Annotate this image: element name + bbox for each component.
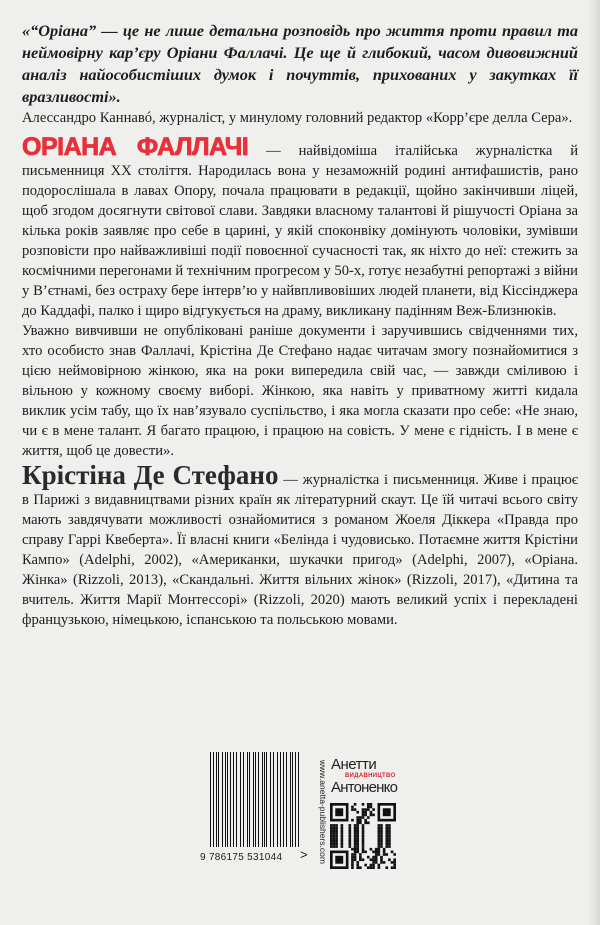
qr-module: [330, 843, 333, 846]
qr-module: [335, 840, 338, 843]
qr-module: [375, 851, 378, 854]
qr-module: [385, 840, 388, 843]
qr-module: [356, 843, 359, 846]
qr-module: [351, 848, 354, 851]
qr-module: [385, 843, 388, 846]
qr-module: [380, 829, 383, 832]
qr-module: [378, 866, 381, 869]
qr-module: [359, 819, 362, 822]
qr-module: [356, 866, 359, 869]
barcode-bar: [249, 752, 250, 847]
qr-module: [375, 861, 378, 864]
qr-module: [367, 816, 370, 819]
barcode-bar: [286, 752, 287, 847]
qr-module: [348, 835, 351, 838]
qr-module: [372, 856, 375, 859]
cover-edge: [588, 0, 600, 925]
qr-module: [356, 832, 359, 835]
qr-module: [354, 845, 357, 848]
qr-module: [364, 814, 367, 817]
review-quote: «“Оріана” — це не лише детальна розповідь про життя проти правил та неймовірну кар’єру Оріани Фаллачі. Це ще й глибокий, часом дивовижний аналіз найособистіших думок і почуттів, прихованих у закутках її вразливості».: [22, 21, 578, 106]
qr-module: [356, 811, 359, 814]
qr-module: [362, 816, 365, 819]
qr-module: [378, 864, 381, 867]
qr-module: [385, 845, 388, 848]
qr-module: [341, 843, 344, 846]
qr-module: [378, 832, 381, 835]
qr-module: [333, 840, 336, 843]
qr-module: [354, 843, 357, 846]
qr-module: [370, 806, 373, 809]
qr-module: [359, 866, 362, 869]
qr-module: [351, 856, 354, 859]
qr-module: [388, 840, 391, 843]
qr-module: [370, 866, 373, 869]
qr-module: [341, 835, 344, 838]
qr-module: [378, 837, 381, 840]
qr-module: [354, 837, 357, 840]
qr-module: [356, 864, 359, 867]
qr-module: [388, 827, 391, 830]
qr-module: [378, 827, 381, 830]
qr-module: [362, 824, 365, 827]
qr-module: [356, 848, 359, 851]
qr-module: [333, 835, 336, 838]
qr-module: [333, 832, 336, 835]
qr-module: [335, 829, 338, 832]
qr-module: [375, 848, 378, 851]
qr-module: [372, 814, 375, 817]
subject-name: ОРІАНА ФАЛЛАЧІ: [22, 133, 249, 161]
qr-module: [348, 837, 351, 840]
qr-module: [335, 808, 343, 816]
qr-module: [383, 861, 386, 864]
qr-module: [362, 811, 365, 814]
qr-module: [354, 803, 357, 806]
qr-module: [351, 861, 354, 864]
barcode-arrow: >: [300, 847, 308, 862]
qr-module: [348, 832, 351, 835]
qr-module: [370, 814, 373, 817]
qr-module: [351, 866, 354, 869]
qr-module: [364, 864, 367, 867]
qr-module: [356, 816, 359, 819]
qr-module: [367, 856, 370, 859]
qr-module: [359, 853, 362, 856]
qr-module: [354, 835, 357, 838]
subject-paragraph-2: Уважно вивчивши не опубліковані раніше документи і заручившись свідченнями тих, хто особисто знав Фаллачі, Крістіна Де Стефано надає читачам змогу познайомитися з цією неймовірною жінкою, яка на роки випередила свій час, — завжди сміливою і вільною у кожному своєму виборі. Жінкою, яка навіть у приватному житті кидала виклик усім табу, що їх нав’язувало суспільство, і яка могла сказати про себе: «Не знаю, чи є в мене талант. Я багато працюю, і працюю на совість. У мене є гідність. І в мене є життя, щоб це довести».: [22, 323, 578, 459]
qr-module: [370, 858, 373, 861]
qr-module: [359, 858, 362, 861]
isbn-digits: 9 786175 531044: [200, 852, 283, 863]
back-cover-text: [22, 20, 578, 630]
qr-module: [385, 837, 388, 840]
qr-module: [351, 864, 354, 867]
qr-module: [388, 837, 391, 840]
barcode-bar: [231, 752, 232, 847]
qr-module: [335, 856, 343, 864]
qr-module: [362, 808, 365, 811]
qr-module: [378, 851, 381, 854]
qr-code: [330, 803, 396, 869]
qr-module: [388, 843, 391, 846]
qr-module: [362, 848, 365, 851]
barcode-bar: [267, 752, 268, 847]
qr-module: [367, 808, 370, 811]
qr-module: [354, 827, 357, 830]
qr-module: [333, 843, 336, 846]
qr-module: [362, 803, 365, 806]
qr-module: [330, 837, 333, 840]
qr-module: [362, 829, 365, 832]
qr-module: [335, 827, 338, 830]
qr-module: [383, 853, 386, 856]
author-bio: — журналістка і письменниця. Живе і працює в Парижі з видавництвами різних країн як літературний скаут. Це їй читачі всього світу мають завдячувати можливості ознайомитися з романом Жоеля Діккера «Правда про справу Гаррі Квеберта». Її власні книги «Белінда і чудовисько. Потаємне життя Крістіни Кампо» (Adelphi, 2002), «Американки, шукачки пригод» (Adelphi, 2007), «Оріана. Жінка» (Rizzoli, 2013), «Скандальні. Життя вільних жінок» (Rizzoli, 2017), «Дитина та вчитель. Життя Марії Монтессорі» (Rizzoli, 2020) мають великий успіх і перекладені французькою, німецькою, іспанською та польською мовами.: [22, 472, 578, 628]
qr-module: [335, 837, 338, 840]
qr-module: [354, 829, 357, 832]
barcode-bar: [296, 752, 297, 847]
qr-module: [354, 840, 357, 843]
qr-module: [393, 853, 396, 856]
qr-module: [333, 845, 336, 848]
qr-module: [388, 832, 391, 835]
logo-line-1: Анетти: [331, 756, 377, 773]
qr-module: [370, 803, 373, 806]
qr-module: [378, 824, 381, 827]
qr-module: [364, 821, 367, 824]
qr-module: [370, 848, 373, 851]
qr-module: [385, 827, 388, 830]
qr-module: [348, 843, 351, 846]
qr-module: [393, 858, 396, 861]
barcode-bar: [223, 752, 224, 847]
qr-module: [356, 840, 359, 843]
isbn-barcode: [200, 752, 300, 872]
qr-module: [351, 806, 354, 809]
qr-module: [356, 861, 359, 864]
qr-module: [341, 837, 344, 840]
barcode-bars: [210, 752, 300, 847]
subject-bio: — найвідоміша італійська журналістка й письменниця XX століття. Народилась вона у незаможній родині антифашистів, рано подорослішала в лавах Опору, почала працювати в редакції, щойно закінчивши ліцей, щоб згодом досягнути світової слави. Завдяки власному талантові й рішучості Оріана за кілька років заявляє про себе в царині, у якій споконвіку домінують чоловіки, зумівши розповісти про найважливіші події повоєнної сучасності так, як ніхто до неї: стежить за космічними перегонами й технічним прогресом у 50-х, готує незабутні репортажі з війни у В’єтнамі, без остраху бере інтерв’ю у найвпливовіших людей планети, від Кіссінджера до Каддафі, палко і щиро відгукується на драму, викликану падінням Веж-Близнюків.: [22, 143, 579, 319]
qr-module: [367, 803, 370, 806]
qr-module: [356, 845, 359, 848]
qr-module: [333, 827, 336, 830]
qr-module: [348, 829, 351, 832]
qr-module: [362, 827, 365, 830]
qr-module: [330, 840, 333, 843]
qr-module: [354, 851, 357, 854]
qr-module: [372, 864, 375, 867]
qr-module: [335, 845, 338, 848]
qr-module: [383, 808, 391, 816]
publisher-url: www.anetta-publishers.com: [318, 760, 328, 864]
qr-module: [354, 858, 357, 861]
qr-module: [341, 829, 344, 832]
qr-module: [354, 853, 357, 856]
qr-module: [356, 821, 359, 824]
qr-module: [348, 827, 351, 830]
qr-module: [393, 861, 396, 864]
qr-module: [356, 829, 359, 832]
qr-module: [391, 866, 394, 869]
qr-module: [388, 858, 391, 861]
qr-module: [375, 858, 378, 861]
logo-line-2: Антоненко: [331, 779, 398, 796]
qr-module: [333, 824, 336, 827]
qr-module: [359, 821, 362, 824]
qr-module: [335, 824, 338, 827]
qr-module: [372, 851, 375, 854]
qr-module: [378, 840, 381, 843]
qr-module: [391, 851, 394, 854]
qr-module: [362, 843, 365, 846]
qr-module: [354, 848, 357, 851]
qr-module: [341, 840, 344, 843]
qr-module: [380, 824, 383, 827]
qr-module: [380, 832, 383, 835]
qr-module: [356, 827, 359, 830]
qr-module: [372, 861, 375, 864]
qr-module: [341, 827, 344, 830]
qr-module: [330, 824, 333, 827]
qr-module: [351, 808, 354, 811]
qr-module: [335, 832, 338, 835]
qr-module: [354, 824, 357, 827]
qr-module: [380, 856, 383, 859]
qr-module: [362, 858, 365, 861]
qr-module: [372, 866, 375, 869]
qr-module: [335, 843, 338, 846]
qr-module: [367, 821, 370, 824]
publisher-logo: [331, 758, 411, 795]
qr-module: [362, 835, 365, 838]
qr-module: [367, 866, 370, 869]
qr-module: [385, 866, 388, 869]
qr-module: [356, 819, 359, 822]
qr-module: [362, 845, 365, 848]
qr-module: [362, 832, 365, 835]
qr-module: [385, 824, 388, 827]
qr-module: [380, 827, 383, 830]
qr-module: [354, 856, 357, 859]
qr-module: [370, 811, 373, 814]
qr-module: [375, 853, 378, 856]
qr-module: [372, 808, 375, 811]
barcode-bar: [213, 752, 214, 847]
qr-module: [372, 858, 375, 861]
qr-module: [362, 840, 365, 843]
qr-module: [354, 808, 357, 811]
logo-label: ВИДАВНИЦТВО: [345, 773, 396, 779]
qr-module: [354, 832, 357, 835]
qr-module: [348, 840, 351, 843]
qr-module: [380, 837, 383, 840]
qr-module: [385, 835, 388, 838]
qr-module: [348, 824, 351, 827]
barcode-bar: [259, 752, 260, 847]
qr-module: [356, 851, 359, 854]
qr-module: [385, 829, 388, 832]
qr-module: [364, 811, 367, 814]
qr-module: [356, 824, 359, 827]
qr-module: [333, 829, 336, 832]
qr-module: [388, 835, 391, 838]
author-paragraph: [22, 461, 578, 630]
qr-module: [341, 845, 344, 848]
author-name: Крістіна Де Стефано: [22, 460, 279, 490]
qr-module: [362, 814, 365, 817]
qr-module: [359, 816, 362, 819]
qr-module: [391, 861, 394, 864]
qr-module: [383, 851, 386, 854]
qr-module: [380, 858, 383, 861]
qr-module: [330, 832, 333, 835]
qr-module: [388, 845, 391, 848]
qr-module: [362, 837, 365, 840]
qr-module: [364, 808, 367, 811]
qr-module: [351, 819, 354, 822]
qr-module: [330, 845, 333, 848]
qr-module: [367, 806, 370, 809]
qr-module: [348, 845, 351, 848]
qr-module: [388, 829, 391, 832]
qr-module: [333, 837, 336, 840]
qr-module: [380, 835, 383, 838]
qr-module: [378, 845, 381, 848]
qr-module: [385, 853, 388, 856]
qr-module: [378, 843, 381, 846]
qr-module: [351, 853, 354, 856]
qr-module: [341, 832, 344, 835]
qr-module: [378, 853, 381, 856]
qr-module: [359, 856, 362, 859]
quote-attribution: Алессандро Каннавó, журналіст, у минулому головний редактор «Корр’єре делла Сера».: [22, 110, 573, 126]
qr-module: [380, 845, 383, 848]
qr-module: [380, 840, 383, 843]
qr-module: [335, 835, 338, 838]
qr-module: [364, 851, 367, 854]
qr-module: [370, 864, 373, 867]
qr-module: [388, 824, 391, 827]
qr-module: [378, 829, 381, 832]
qr-module: [341, 824, 344, 827]
qr-module: [393, 864, 396, 867]
qr-module: [356, 837, 359, 840]
qr-module: [330, 835, 333, 838]
qr-module: [330, 827, 333, 830]
subject-paragraph-1: [22, 134, 578, 321]
qr-module: [380, 843, 383, 846]
qr-module: [378, 848, 381, 851]
qr-module: [356, 835, 359, 838]
qr-module: [393, 866, 396, 869]
qr-module: [364, 819, 367, 822]
qr-module: [380, 861, 383, 864]
qr-module: [385, 832, 388, 835]
qr-module: [383, 848, 386, 851]
qr-module: [375, 856, 378, 859]
qr-module: [362, 851, 365, 854]
qr-module: [378, 835, 381, 838]
qr-module: [351, 858, 354, 861]
qr-module: [330, 829, 333, 832]
